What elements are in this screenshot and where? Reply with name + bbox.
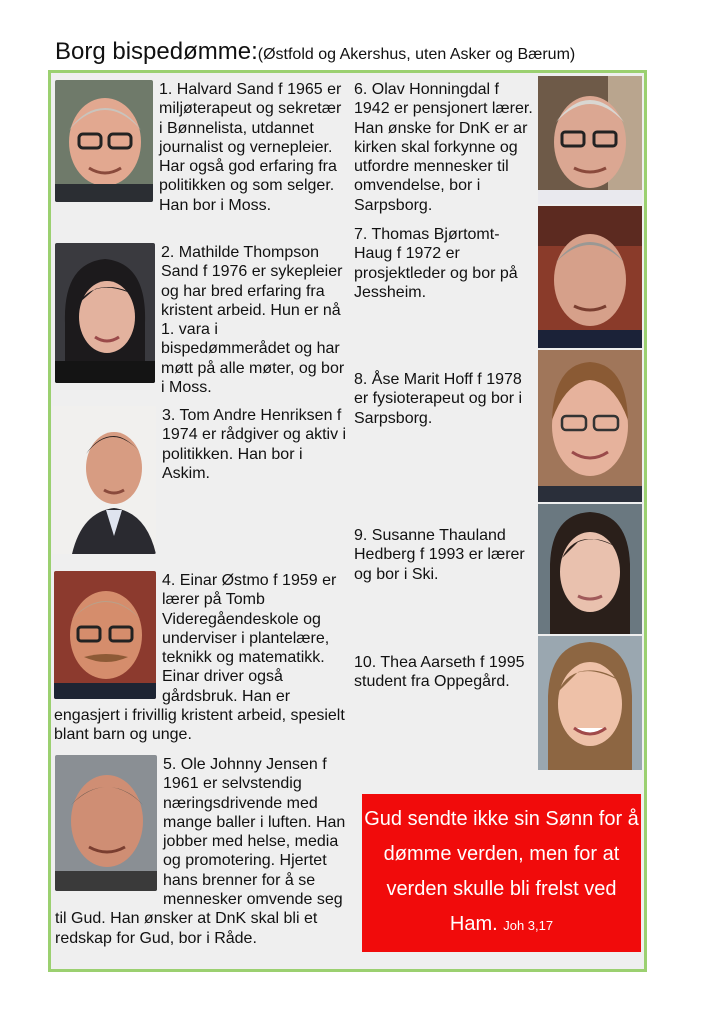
candidate-text-10: 10. Thea Aarseth f 1995 student fra Oppegård.: [354, 654, 525, 691]
bible-verse-box: [362, 794, 641, 952]
candidate-text-7: 7. Thomas Bjørtomt-Haug f 1972 er prosjektleder og bor på Jessheim.: [354, 226, 518, 301]
candidate-text-2: 2. Mathilde Thompson Sand f 1976 er sykepleier og har bred erfaring fra kristent arbeid. Hun er nå 1. vara i bispedømmerådet og har møtt på alle møter, og bor i Moss.: [161, 244, 345, 397]
candidate-entry-10: [354, 653, 534, 692]
title-main: Borg bispedømme:: [55, 38, 258, 65]
candidate-text-6: 6. Olav Honningdal f 1942 er pensjonert lærer. Han ønske for DnK er ar kirken skal forkynne og utfordre mennesker til omvendelse, bor i Sarpsborg.: [354, 81, 533, 214]
candidate-photo-6: [538, 76, 642, 204]
candidate-entry-7: [354, 225, 534, 302]
candidate-photo-3: [52, 406, 156, 554]
candidate-entry-6: [354, 80, 534, 215]
candidate-text-5: 5. Ole Johnny Jensen f 1961 er selvstendig næringsdrivende med mange baller i luften. Han jobber med helse, media og promotering. Hjertet hans brenner for å se mennesker omvende seg til Gud. Han ønsker at DnK skal bli et redskap for Gud, bor i Råde.: [55, 756, 346, 947]
candidate-entry-8: [354, 370, 534, 428]
candidate-entry-4: [54, 571, 346, 745]
candidate-entry-2: [55, 243, 345, 397]
candidate-photo-8: [538, 350, 642, 502]
candidate-photo-10: [538, 636, 642, 770]
candidate-entry-5: [55, 755, 346, 948]
candidate-photo-7: [538, 206, 642, 348]
candidate-photo-9: [538, 504, 642, 634]
candidate-text-8: 8. Åse Marit Hoff f 1978 er fysioterapeut og bor i Sarpsborg.: [354, 371, 523, 427]
page-title: [55, 38, 575, 66]
candidate-photo-1: [55, 80, 153, 202]
title-subtitle: (Østfold og Akershus, uten Asker og Bærum): [257, 46, 576, 63]
candidate-text-9: 9. Susanne Thauland Hedberg f 1993 er lærer og bor i Ski.: [354, 527, 525, 583]
candidate-text-4: 4. Einar Østmo f 1959 er lærer på Tomb Videregåendeskole og underviser i plantelære, teknikk og matematikk. Einar driver også gårdsbruk. Han er engasjert i frivillig kristent arbeid, spesielt blant barn og unge.: [54, 572, 345, 744]
candidate-entry-1: [55, 80, 345, 215]
bible-verse-reference: Joh 3,17: [503, 918, 554, 933]
candidate-photo-4: [54, 571, 156, 699]
candidate-photo-5: [55, 755, 157, 891]
candidate-text-1: 1. Halvard Sand f 1965 er miljøterapeut og sekretær i Bønnelista, utdannet journalist og vernepleier. Har også god erfaring fra politikken og som selger. Han bor i Moss.: [159, 81, 342, 214]
candidate-text-3: 3. Tom Andre Henriksen f 1974 er rådgiver og aktiv i politikken. Han bor i Askim.: [162, 407, 347, 482]
candidate-entry-3: [52, 406, 347, 556]
candidate-photo-2: [55, 243, 155, 383]
candidate-entry-9: [354, 526, 534, 584]
bible-verse-text: Gud sendte ikke sin Sønn for å dømme verden, men for at verden skulle bli frelst ved Ham.: [364, 808, 639, 935]
